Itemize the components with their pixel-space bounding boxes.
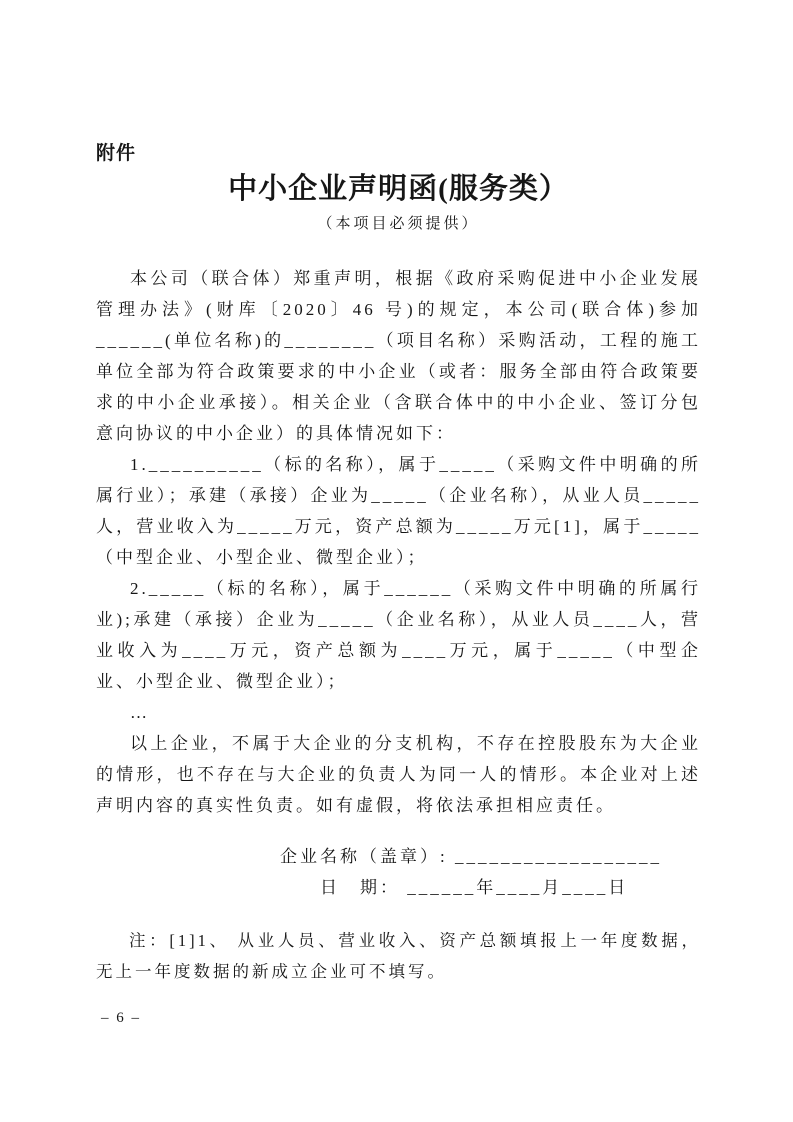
date-label: 日 期： [320,878,408,897]
paragraph-declaration: 本公司（联合体）郑重声明，根据《政府采购促进中小企业发展管理办法》(财库〔2020〕46 号)的规定，本公司(联合体)参加______(单位名称)的________（项目名称）采购活动，工程的施工单位全部为符合政策要求的中小企业（或者：服务全部由符合政策要求的中小企业承接）。相关企业（含联合体中的中小企业、签订分包意向协议的中小企业）的具体情况如下： [96,269,701,443]
document-subtitle: （本项目必须提供） [317,216,480,232]
footnote: 注：[1]1、 从业人员、营业收入、资产总额填报上一年度数据，无上一年度数据的新成立企业可不填写。 [96,931,701,981]
paragraph-commitment: 以上企业，不属于大企业的分支机构，不存在控股股东为大企业的情形，也不存在与大企业的负责人为同一人的情形。本企业对上述声明内容的真实性负责。如有虚假，将依法承担相应责任。 [96,734,701,815]
date-line [320,872,701,903]
company-name-label: 企业名称（盖章）: [280,847,455,866]
paragraph-item-2: 2._____（标的名称），属于______（采购文件中明确的所属行业);承建（承接）企业为_____（企业名称），从业人员____人，营业收入为____万元，资产总额为____万元，属于_____（中型企业、小型企业、微型企业）； [96,579,701,691]
company-name-blank: __________________ [454,847,662,866]
document-body [96,263,701,821]
signature-block [280,841,701,903]
date-blank: ______年____月____日 [407,878,629,897]
attachment-label: 附件 [96,143,137,164]
document-title: 中小企业声明函(服务类） [228,173,569,205]
paragraph-item-1: 1.__________（标的名称），属于_____（采购文件中明确的所属行业）；承建（承接）企业为_____（企业名称），从业人员_____人，营业收入为_____万元，资产总额为_____万元[1]，属于_____（中型企业、小型企业、微型企业）； [96,455,701,567]
company-name-line [280,841,701,872]
page-number: – 6 – [101,1010,141,1026]
paragraph-ellipsis: … [130,703,150,722]
